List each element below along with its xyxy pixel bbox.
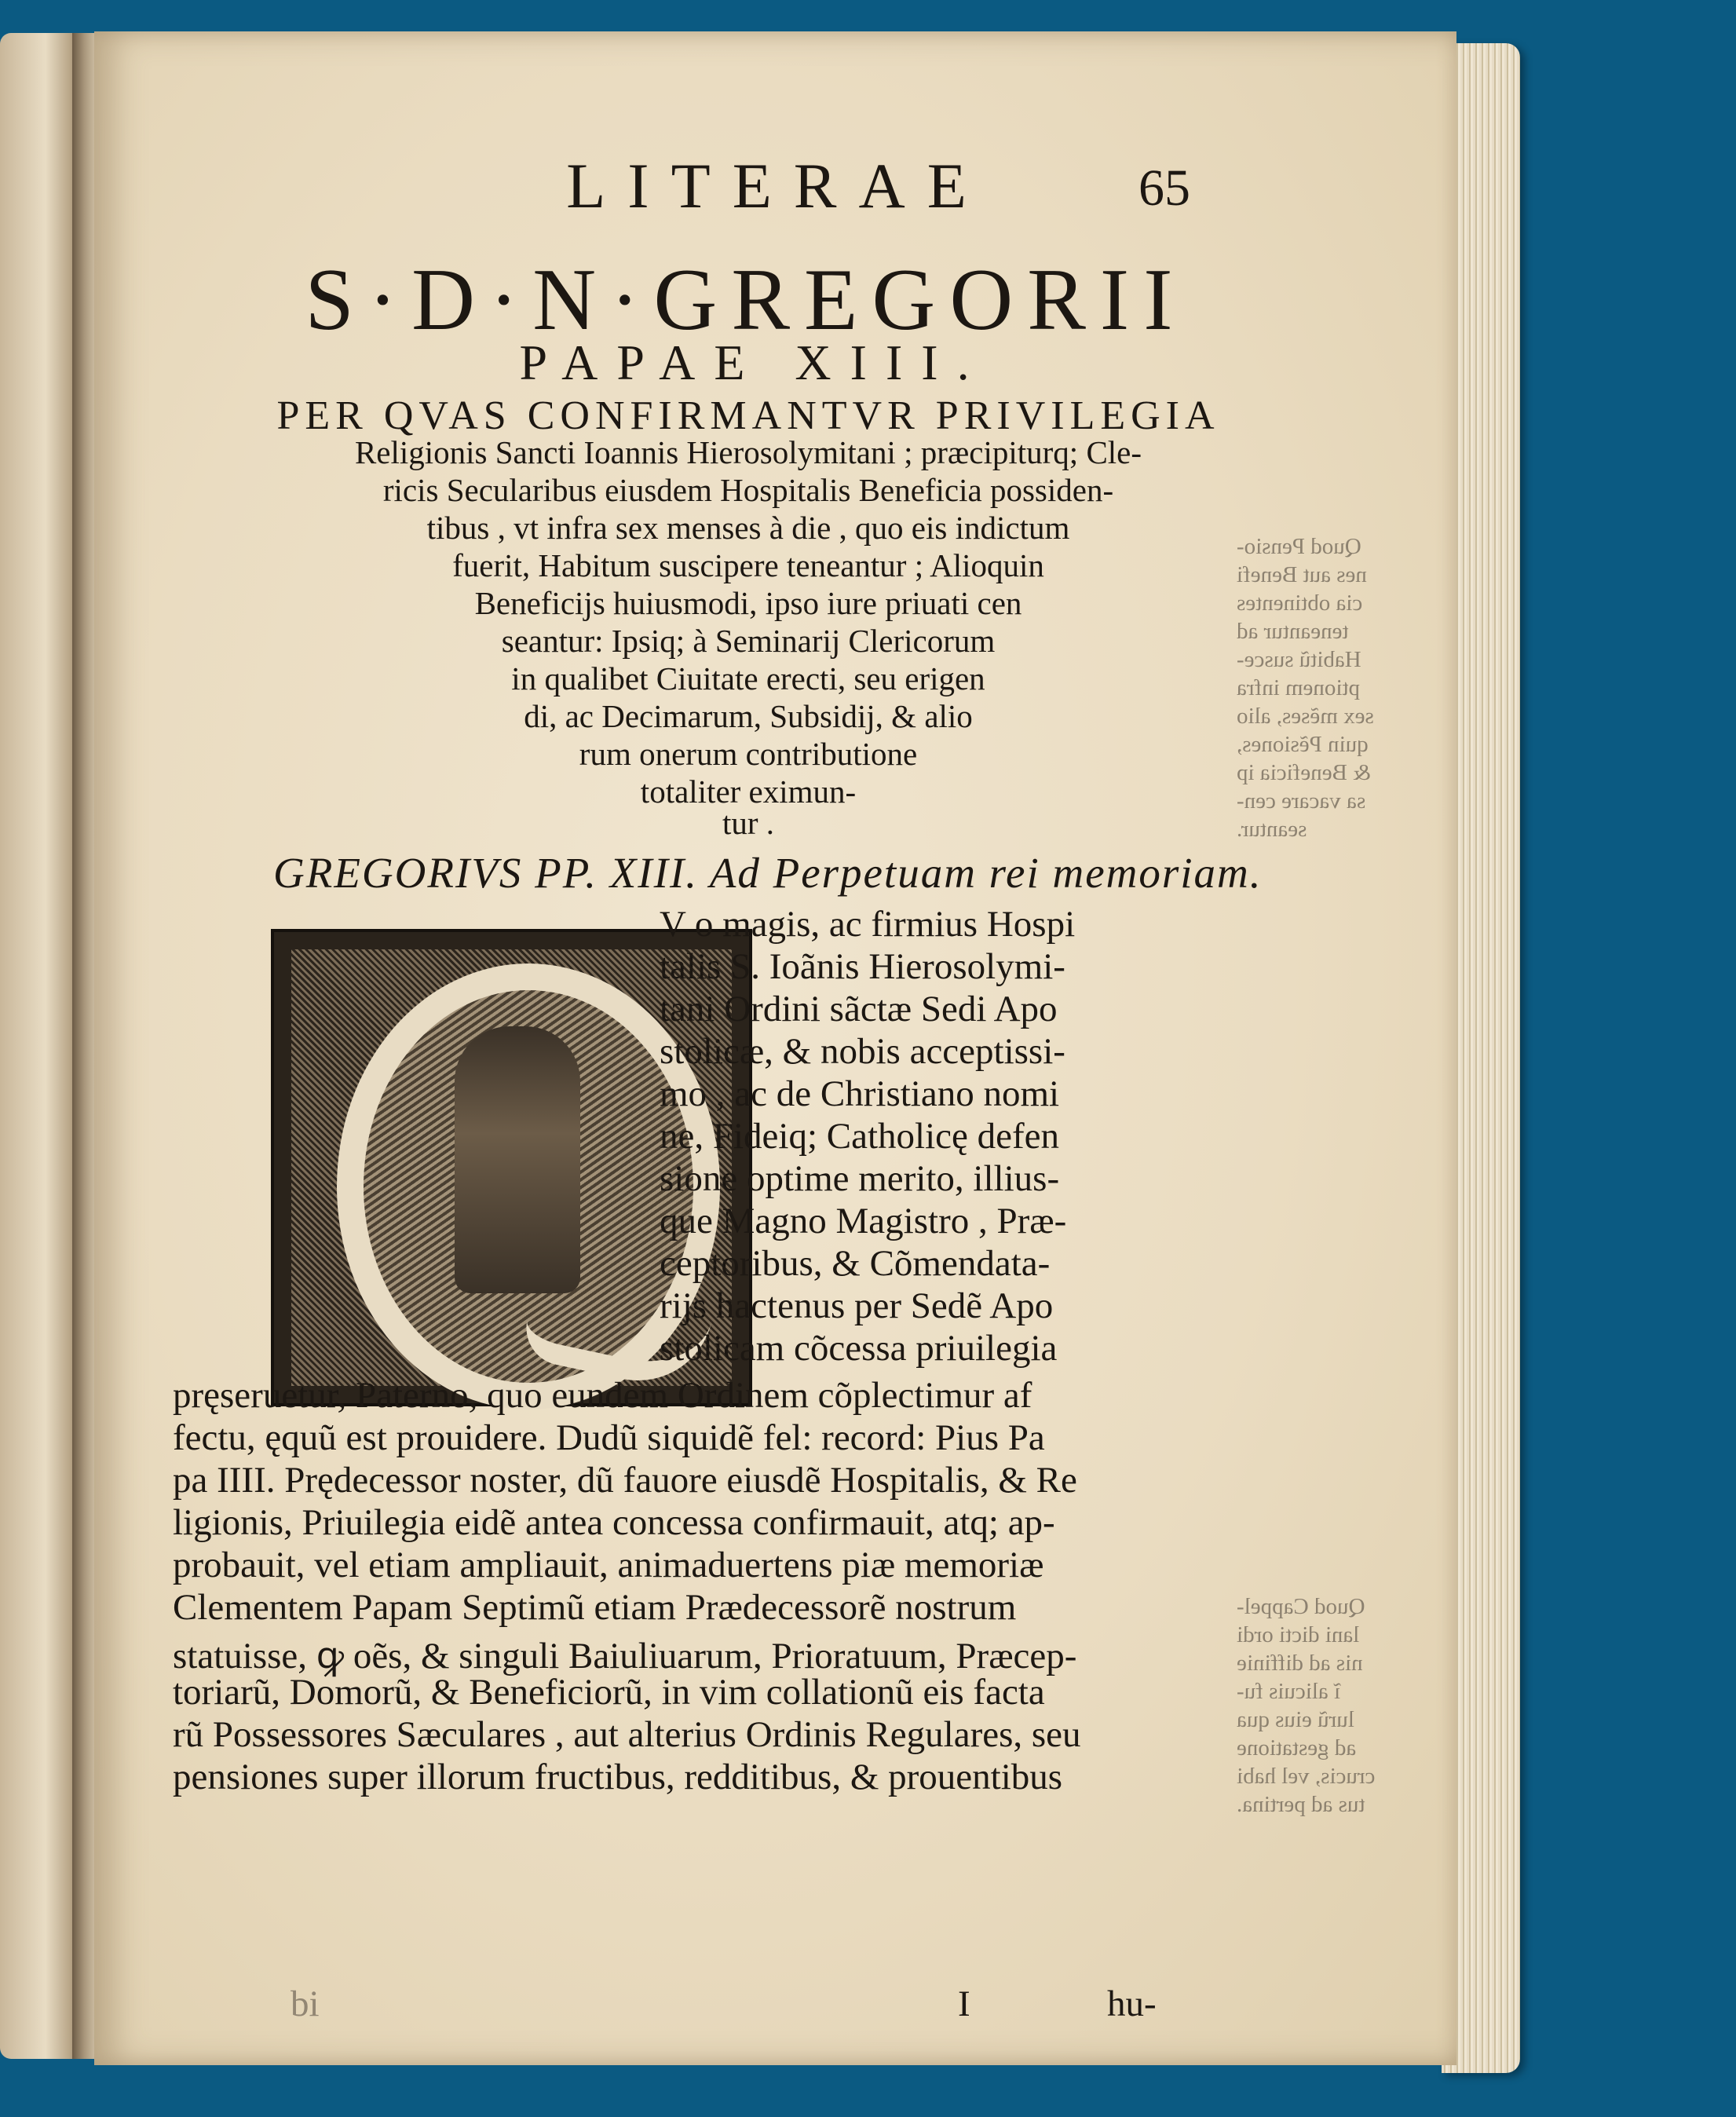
marginal-note-line: cia obtinentes [1237, 590, 1363, 616]
signature-mark: I [958, 1984, 970, 2024]
heading-line: Beneficijs huiusmodi, ipso iure priuati cen [474, 585, 1022, 621]
seated-pope-figure [455, 1026, 580, 1293]
marginal-note-line: Habitũ susce- [1237, 647, 1361, 672]
marginal-note-line: seantur. [1237, 817, 1307, 842]
heading-line: fuerit, Habitum suscipere teneantur ; Alioquin [452, 547, 1044, 583]
body-line: Clementem Papam Septimũ etiam Prædecessorẽ nostrum [173, 1587, 1017, 1628]
body-line: tani Ordini sãctæ Sedi Apo [660, 989, 1058, 1029]
title-per-quas: PER QVAS CONFIRMANTVR PRIVILEGIA [276, 393, 1220, 438]
running-head: LITERAE [566, 150, 989, 221]
body-line: ne, Fideiq; Catholicę defen [660, 1116, 1060, 1157]
body-line: statuisse, ꝙ oẽs, & singuli Baiuliuarum, Prioratuum, Præcep- [173, 1636, 1077, 1676]
marginal-note-line: sa vacare cen- [1237, 788, 1366, 814]
title-name: S·D·N·GREGORII [305, 251, 1187, 349]
marginal-note-line: crucis, vel habi [1237, 1764, 1376, 1789]
marginal-note-line: Quod Pensio- [1237, 534, 1361, 559]
body-line: ceptoribus, & Cõmendata- [660, 1243, 1051, 1284]
marginal-note-line: & Beneficia ip [1237, 760, 1371, 785]
body-line: fectu, ęquũ est prouidere. Dudũ siquidẽ fel: record: Pius Pa [173, 1417, 1045, 1458]
heading-line: tibus , vt infra sex menses à die , quo eis indictum [426, 510, 1070, 546]
heading-line: ricis Secularibus eiusdem Hospitalis Beneficia possiden- [382, 472, 1114, 508]
body-line: stolicæ, & nobis acceptissi- [660, 1031, 1065, 1072]
page-number: 65 [1138, 159, 1190, 217]
body-line: V o magis, ac firmius Hospi [660, 904, 1076, 945]
heading-line: rum onerum contributione [579, 736, 918, 772]
marginal-note-line: sex mẽses, alio [1237, 704, 1374, 729]
marginal-note-line: ptionem infra [1237, 675, 1361, 700]
marginal-note-line: teneantur ad [1237, 619, 1349, 644]
body-line: pensiones super illorum fructibus, redditibus, & prouentibus [173, 1757, 1063, 1797]
title-pope: PAPAE XIII. [519, 335, 989, 390]
marginal-note-line: Quod Cappel- [1237, 1594, 1365, 1619]
marginal-note-line: nis ad diffinie [1237, 1651, 1363, 1676]
body-line: pręseruetur, Paterno, quo eundem Ordinem cõplectimur af [173, 1375, 1032, 1416]
marginal-note-line: quin Pẽsiones, [1237, 732, 1369, 757]
body-line: mo , ac de Christiano nomi [660, 1073, 1060, 1114]
marginal-note-line: tus ad pertina. [1237, 1792, 1365, 1817]
heading-line: totaliter eximun- [640, 773, 857, 810]
catchword: hu- [1107, 1984, 1157, 2024]
heading-line: di, ac Decimarum, Subsidij, & alio [524, 698, 973, 734]
body-line: toriarũ, Domorũ, & Beneficiorũ, in vim collationũ eis facta [173, 1672, 1045, 1713]
left-page-edge [0, 33, 82, 2059]
body-line: sione optime merito, illius- [660, 1158, 1060, 1199]
salutation: GREGORIVS PP. XIII. Ad Perpetuam rei memoriam. [273, 849, 1263, 897]
heading-line: seantur: Ipsiq; à Seminarij Clericorum [501, 623, 996, 659]
marginal-note-line: nes aut Benefi [1237, 562, 1367, 587]
body-line: stolicam cõcessa priuilegia [660, 1328, 1058, 1369]
heading-line: tur . [722, 805, 775, 841]
marginal-note-line: ad gestatione [1237, 1735, 1357, 1761]
body-line: talis S. Ioãnis Hierosolymi- [660, 946, 1065, 987]
marginal-note-line: lani dicti ordi [1237, 1622, 1360, 1647]
heading-line: Religionis Sancti Ioannis Hierosolymitani ; præcipiturq; Cle- [354, 434, 1142, 470]
body-line: rũ Possessores Sæculares , aut alterius Ordinis Regulares, seu [173, 1714, 1081, 1755]
body-line: probauit, vel etiam ampliauit, animaduertens piæ memoriæ [173, 1545, 1044, 1585]
body-line: que Magno Magistro , Præ- [660, 1201, 1067, 1241]
bleed-through-word: bi [291, 1984, 320, 2024]
body-line: pa IIII. Prędecessor noster, dũ fauore eiusdẽ Hospitalis, & Re [173, 1460, 1077, 1501]
marginal-note-line: lurũ eius qua [1237, 1707, 1354, 1732]
body-line: rijs hactenus per Sedẽ Apo [660, 1285, 1054, 1326]
heading-line: in qualibet Ciuitate erecti, seu erigen [511, 660, 985, 697]
marginal-note-line: ĩ alicuis fu- [1237, 1679, 1341, 1704]
book-page [94, 31, 1456, 2065]
body-line: ligionis, Priuilegia eidẽ antea concessa confirmauit, atq; ap- [173, 1502, 1055, 1543]
